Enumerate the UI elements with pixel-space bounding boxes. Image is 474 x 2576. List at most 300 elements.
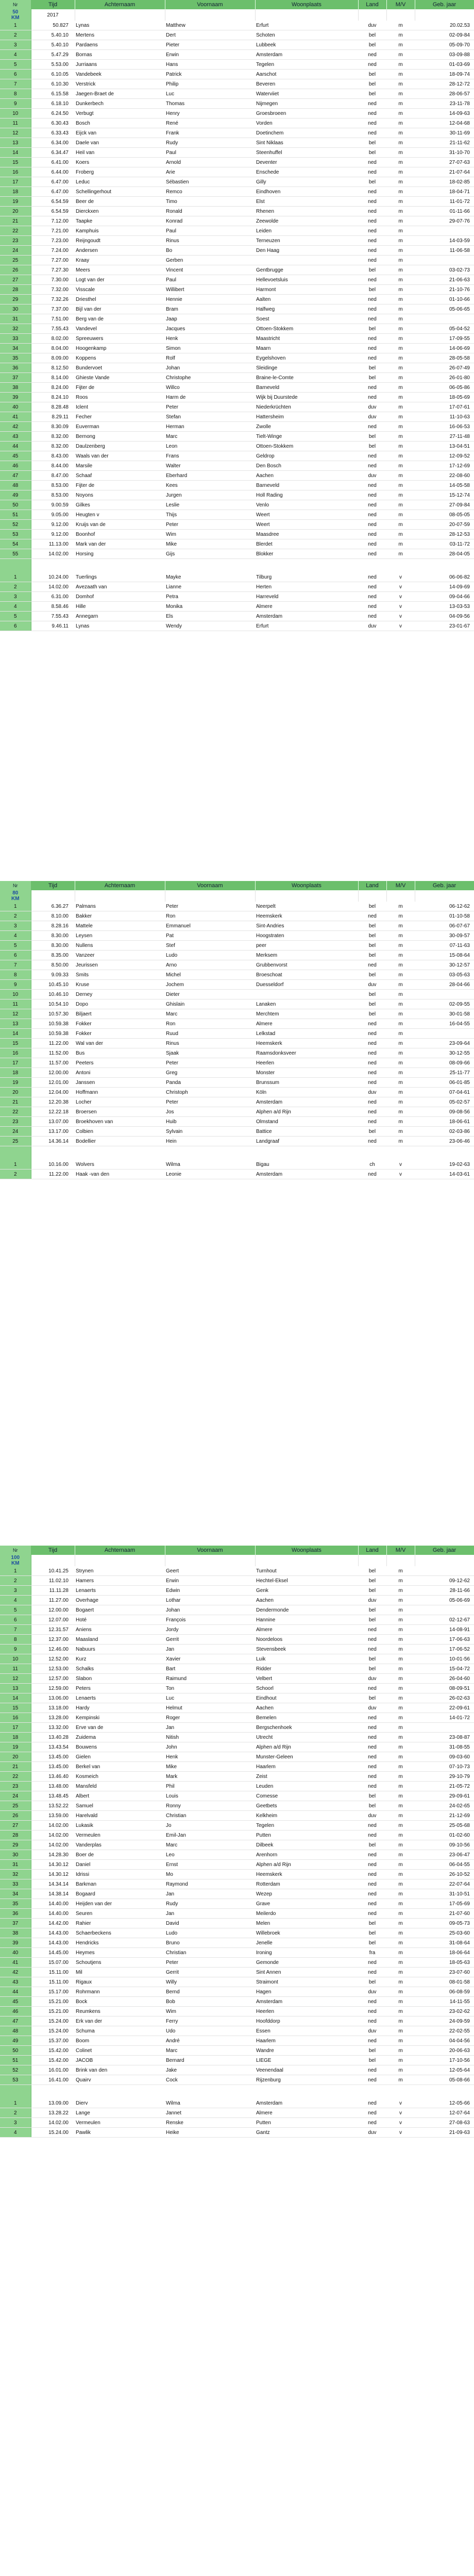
gender: m	[386, 1009, 415, 1019]
last-name: Froberg	[75, 167, 165, 177]
country: bel	[358, 990, 386, 999]
finish-time: 15.21.00	[31, 2007, 75, 2016]
last-name: Jaegen-Braet de	[75, 89, 165, 99]
table-row	[0, 1664, 474, 1674]
first-name: Ludo	[165, 1928, 255, 1938]
country: ned	[358, 1889, 386, 1899]
country: ned	[358, 1831, 386, 1840]
column-header-voornaam: Voornaam	[165, 0, 255, 9]
residence: Sint Niklaas	[255, 138, 358, 148]
last-name: Visscale	[75, 285, 165, 295]
gender: m	[386, 236, 415, 246]
finish-time: 11.22.00	[31, 1170, 75, 1179]
row-number: 36	[0, 1909, 31, 1919]
first-name: Petra	[165, 592, 255, 602]
gender: m	[386, 1625, 415, 1635]
finish-time: 11.57.00	[31, 1058, 75, 1068]
row-number: 2	[0, 911, 31, 921]
birth-date: 31-08-55	[415, 1742, 474, 1752]
first-name: Pat	[165, 931, 255, 941]
gender: m	[386, 344, 415, 353]
row-number: 19	[0, 1078, 31, 1088]
finish-time: 11.02.10	[31, 1576, 75, 1586]
last-name: Locher	[75, 1097, 165, 1107]
finish-time: 6.54.59	[31, 207, 75, 216]
gender: v	[386, 2108, 415, 2118]
table-row	[0, 295, 474, 304]
first-name: Greg	[165, 1068, 255, 1078]
table-row	[0, 1048, 474, 1058]
empty-cell	[415, 1555, 474, 1566]
finish-time: 5.40.10	[31, 30, 75, 40]
last-name: Taapke	[75, 216, 165, 226]
row-number: 8	[0, 1635, 31, 1645]
row-number: 3	[0, 921, 31, 931]
gender: m	[386, 70, 415, 79]
last-name: Pawlik	[75, 2128, 165, 2138]
table-row	[0, 1586, 474, 1596]
table-row	[0, 2075, 474, 2085]
row-number: 15	[0, 1039, 31, 1048]
first-name: Henk	[165, 1752, 255, 1762]
empty-cell	[386, 1555, 415, 1566]
gender: m	[386, 138, 415, 148]
column-header-nr: Nr	[0, 0, 31, 9]
last-name: Lynas	[75, 21, 165, 30]
row-number: 24	[0, 246, 31, 256]
gender: m	[386, 999, 415, 1009]
birth-date: 21-07-60	[415, 1909, 474, 1919]
first-name: Cock	[165, 2075, 255, 2085]
last-name: Beer de	[75, 197, 165, 207]
country: ned	[358, 256, 386, 265]
last-name: Samuel	[75, 1801, 165, 1811]
country: bel	[358, 1664, 386, 1674]
gender: m	[386, 226, 415, 236]
distance-label	[0, 1555, 31, 1566]
last-name: Logt van der	[75, 275, 165, 285]
birth-date: 30-12-55	[415, 1048, 474, 1058]
residence: Geldrop	[255, 451, 358, 461]
last-name: Hamers	[75, 1576, 165, 1586]
finish-time: 11.52.00	[31, 1048, 75, 1058]
gender: m	[386, 275, 415, 285]
gender: m	[386, 549, 415, 559]
last-name: Heugten v	[75, 510, 165, 520]
row-number: 14	[0, 148, 31, 158]
country: ned	[358, 1860, 386, 1870]
birth-date: 23-02-62	[415, 2007, 474, 2016]
empty-cell	[75, 1555, 165, 1566]
birth-date: 28-05-58	[415, 353, 474, 363]
residence: Venlo	[255, 500, 358, 510]
last-name: Horsing	[75, 549, 165, 559]
residence: Grubbenvorst	[255, 960, 358, 970]
country: ned	[358, 216, 386, 226]
finish-time: 15.11.00	[31, 1968, 75, 1977]
finish-time: 12.01.00	[31, 1078, 75, 1088]
table-row	[0, 1889, 474, 1899]
finish-time: 12.53.00	[31, 1664, 75, 1674]
row-number: 7	[0, 1625, 31, 1635]
residence: Hoofddorp	[255, 2016, 358, 2026]
gender: m	[386, 393, 415, 402]
last-name: Meers	[75, 265, 165, 275]
row-number: 35	[0, 353, 31, 363]
country: ned	[358, 344, 386, 353]
birth-date: 27-08-63	[415, 2118, 474, 2128]
table-row	[0, 1977, 474, 1987]
last-name: Mansfeld	[75, 1782, 165, 1791]
country: ned	[358, 1029, 386, 1039]
finish-time	[31, 2085, 75, 2099]
residence: Broeschoat	[255, 970, 358, 980]
first-name: Wilma	[165, 1160, 255, 1170]
first-name: Ronny	[165, 1801, 255, 1811]
last-name: Rigaux	[75, 1977, 165, 1987]
table-row	[0, 2056, 474, 2065]
birth-date: 03-11-72	[415, 539, 474, 549]
gender: m	[386, 30, 415, 40]
last-name: Koers	[75, 158, 165, 167]
country: ned	[358, 1137, 386, 1146]
last-name: Mertens	[75, 30, 165, 40]
gender: m	[386, 510, 415, 520]
finish-time: 12.22.18	[31, 1107, 75, 1117]
residence: Bigau	[255, 1160, 358, 1170]
finish-time: 13.48.00	[31, 1782, 75, 1791]
gender: m	[386, 931, 415, 941]
country: duv	[358, 1811, 386, 1821]
country: bel	[358, 1615, 386, 1625]
gender: m	[386, 2007, 415, 2016]
residence: Braine-le-Comte	[255, 373, 358, 383]
last-name: Slabon	[75, 1674, 165, 1684]
finish-time: 6.31.00	[31, 592, 75, 602]
table-row	[0, 324, 474, 334]
birth-date: 03-02-73	[415, 265, 474, 275]
residence: Heerlen	[255, 1058, 358, 1068]
first-name: Lianne	[165, 582, 255, 592]
birth-date: 18-05-69	[415, 393, 474, 402]
birth-date: 17-10-56	[415, 2056, 474, 2065]
finish-time: 6.54.59	[31, 197, 75, 207]
birth-date: 28-04-66	[415, 980, 474, 990]
last-name: Heymes	[75, 1948, 165, 1958]
gender: m	[386, 167, 415, 177]
birth-date: 04-09-56	[415, 612, 474, 621]
table-row	[0, 592, 474, 602]
year-label	[31, 1555, 75, 1566]
row-number: 51	[0, 510, 31, 520]
finish-time: 5.40.10	[31, 40, 75, 50]
birth-date: 19-02-63	[415, 1160, 474, 1170]
last-name: Vanderplas	[75, 1840, 165, 1850]
first-name: Rudy	[165, 1899, 255, 1909]
country: ned	[358, 1068, 386, 1078]
table-row	[0, 21, 474, 30]
empty-cell	[75, 890, 165, 902]
table-row	[0, 79, 474, 89]
residence: Halfweg	[255, 304, 358, 314]
table-row	[0, 1615, 474, 1625]
last-name: Fokker	[75, 1019, 165, 1029]
birth-date: 17-07-61	[415, 402, 474, 412]
gender: m	[386, 1635, 415, 1645]
country: ned	[358, 1870, 386, 1879]
first-name: Jan	[165, 1889, 255, 1899]
row-number: 36	[0, 363, 31, 373]
row-number: 41	[0, 1958, 31, 1968]
row-number: 4	[0, 602, 31, 612]
row-number: 5	[0, 1605, 31, 1615]
row-number: 48	[0, 481, 31, 490]
distance-label-part: 100	[11, 1555, 20, 1561]
residence: Veenendaal	[255, 2065, 358, 2075]
first-name: Philip	[165, 79, 255, 89]
first-name: Peter	[165, 402, 255, 412]
residence: Grave	[255, 1899, 358, 1909]
gender: m	[386, 1117, 415, 1127]
residence: Erfurt	[255, 21, 358, 30]
table-row	[0, 2108, 474, 2118]
birth-date: 26-04-60	[415, 1674, 474, 1684]
country: bel	[358, 1009, 386, 1019]
gender: m	[386, 1811, 415, 1821]
finish-time: 14.34.14	[31, 1879, 75, 1889]
residence: Vorden	[255, 118, 358, 128]
table-row	[0, 1723, 474, 1733]
table-row	[0, 1791, 474, 1801]
row-number: 5	[0, 612, 31, 621]
residence: Almere	[255, 1625, 358, 1635]
birth-date: 06-06-82	[415, 572, 474, 582]
row-number: 6	[0, 951, 31, 960]
row-number: 18	[0, 187, 31, 197]
gender: m	[386, 1703, 415, 1713]
finish-time: 10.45.10	[31, 980, 75, 990]
birth-date: 01-10-58	[415, 911, 474, 921]
finish-time: 6.24.50	[31, 109, 75, 118]
row-number: 25	[0, 256, 31, 265]
last-name: Hoté	[75, 1615, 165, 1625]
birth-date: 17-05-69	[415, 1899, 474, 1909]
first-name: Remco	[165, 187, 255, 197]
country: bel	[358, 373, 386, 383]
last-name: Biljaert	[75, 1009, 165, 1019]
last-name: Verstrick	[75, 79, 165, 89]
residence: Aachen	[255, 1596, 358, 1605]
gender: m	[386, 1860, 415, 1870]
gender: m	[386, 383, 415, 393]
distance-row	[0, 9, 474, 21]
finish-time: 12.04.00	[31, 1088, 75, 1097]
residence	[255, 1146, 358, 1160]
residence: Erfurt	[255, 621, 358, 631]
table-row	[0, 1039, 474, 1048]
birth-date: 02-12-67	[415, 1615, 474, 1625]
finish-time: 9.46.11	[31, 621, 75, 631]
country: bel	[358, 442, 386, 451]
finish-time: 10.59.38	[31, 1019, 75, 1029]
birth-date: 18-02-85	[415, 177, 474, 187]
residence: Steenhuffel	[255, 148, 358, 158]
gender: m	[386, 207, 415, 216]
residence	[255, 256, 358, 265]
first-name: Renske	[165, 2118, 255, 2128]
table-row	[0, 1107, 474, 1117]
last-name: Roos	[75, 393, 165, 402]
first-name: Frank	[165, 128, 255, 138]
finish-time: 9.05.00	[31, 510, 75, 520]
gender: m	[386, 1958, 415, 1968]
table-row	[0, 990, 474, 999]
birth-date: 12-04-68	[415, 118, 474, 128]
first-name: Edwin	[165, 1586, 255, 1596]
column-header-achternaam: Achternaam	[75, 0, 165, 9]
row-number: 6	[0, 70, 31, 79]
birth-date: 08-09-66	[415, 1058, 474, 1068]
country: fra	[358, 1948, 386, 1958]
gender: v	[386, 2128, 415, 2138]
birth-date: 21-06-63	[415, 275, 474, 285]
residence: Den Haag	[255, 246, 358, 256]
last-name: JACOB	[75, 2056, 165, 2065]
row-number: 16	[0, 1713, 31, 1723]
birth-date: 24-09-59	[415, 2016, 474, 2026]
first-name: Herman	[165, 422, 255, 432]
gender: m	[386, 60, 415, 70]
country: bel	[358, 1605, 386, 1615]
gender: v	[386, 2118, 415, 2128]
gender	[386, 559, 415, 573]
first-name: Simon	[165, 344, 255, 353]
birth-date: 17-09-55	[415, 334, 474, 344]
country: bel	[358, 265, 386, 275]
country: ned	[358, 1762, 386, 1772]
birth-date: 23-11-78	[415, 99, 474, 109]
country: bel	[358, 1127, 386, 1137]
table-row	[0, 471, 474, 481]
country: bel	[358, 1840, 386, 1850]
residence: Lubbeek	[255, 40, 358, 50]
table-row	[0, 941, 474, 951]
gender: m	[386, 1938, 415, 1948]
first-name: Peter	[165, 1958, 255, 1968]
row-number: 28	[0, 285, 31, 295]
first-name: Marc	[165, 432, 255, 442]
table-row	[0, 1654, 474, 1664]
gender: m	[386, 109, 415, 118]
birth-date: 23-09-64	[415, 1039, 474, 1048]
first-name: Johan	[165, 363, 255, 373]
birth-date: 28-06-57	[415, 89, 474, 99]
first-name: Willco	[165, 383, 255, 393]
birth-date: 09-12-62	[415, 1576, 474, 1586]
last-name: Bodellier	[75, 1137, 165, 1146]
empty-cell	[75, 9, 165, 21]
birth-date: 05-08-66	[415, 2075, 474, 2085]
country: ned	[358, 1713, 386, 1723]
country: ned	[358, 1645, 386, 1654]
table-row	[0, 422, 474, 432]
residence: peer	[255, 941, 358, 951]
country: ned	[358, 2108, 386, 2118]
row-number: 22	[0, 226, 31, 236]
first-name: Marc	[165, 1009, 255, 1019]
birth-date: 28-11-66	[415, 1586, 474, 1596]
residence: Doetinchem	[255, 128, 358, 138]
birth-date: 12-09-52	[415, 451, 474, 461]
birth-date: 17-06-52	[415, 1645, 474, 1654]
last-name: Bogaert	[75, 1605, 165, 1615]
residence: Gantz	[255, 2128, 358, 2138]
country: ned	[358, 246, 386, 256]
row-number: 24	[0, 1791, 31, 1801]
residence: Maasdree	[255, 530, 358, 539]
birth-date: 02-09-84	[415, 30, 474, 40]
finish-time: 8.30.09	[31, 422, 75, 432]
first-name: Emil-Jan	[165, 1831, 255, 1840]
row-number: 31	[0, 314, 31, 324]
first-name: Lothar	[165, 1596, 255, 1605]
table-row	[0, 363, 474, 373]
residence: Battice	[255, 1127, 358, 1137]
finish-time: 6.47.00	[31, 177, 75, 187]
first-name: Matthew	[165, 21, 255, 30]
birth-date: 23-07-60	[415, 1968, 474, 1977]
finish-time: 10.57.30	[31, 1009, 75, 1019]
finish-time: 7.30.00	[31, 275, 75, 285]
residence: Rhenen	[255, 207, 358, 216]
finish-time: 7.24.00	[31, 246, 75, 256]
country: bel	[358, 1576, 386, 1586]
last-name: Noyons	[75, 490, 165, 500]
finish-time: 8.30.00	[31, 941, 75, 951]
gender: m	[386, 177, 415, 187]
residence: Lelkstad	[255, 1029, 358, 1039]
gender: m	[386, 246, 415, 256]
country: duv	[358, 1088, 386, 1097]
row-number: 11	[0, 1664, 31, 1674]
last-name: Dierckxen	[75, 207, 165, 216]
first-name: Mike	[165, 539, 255, 549]
first-name: Rinus	[165, 1039, 255, 1048]
first-name: Louis	[165, 1791, 255, 1801]
distance-label-part: 80	[12, 890, 19, 896]
first-name: Bart	[165, 1664, 255, 1674]
first-name: Monika	[165, 602, 255, 612]
table-row	[0, 1097, 474, 1107]
last-name: Bus	[75, 1048, 165, 1058]
finish-time: 11.22.00	[31, 1039, 75, 1048]
residence: Amsterdam	[255, 1170, 358, 1179]
gender: m	[386, 1899, 415, 1909]
row-number: 7	[0, 79, 31, 89]
row-number: 1	[0, 902, 31, 911]
birth-date: 28-12-72	[415, 79, 474, 89]
table-row	[0, 109, 474, 118]
table-row	[0, 1566, 474, 1576]
first-name: Dieter	[165, 990, 255, 999]
row-number: 27	[0, 1821, 31, 1831]
birth-date: 23-08-87	[415, 1733, 474, 1742]
birth-date: 09-10-56	[415, 1840, 474, 1850]
country: ned	[358, 960, 386, 970]
last-name	[75, 559, 165, 573]
residence: Raamsdonksveer	[255, 1048, 358, 1058]
birth-date: 03-09-88	[415, 50, 474, 60]
